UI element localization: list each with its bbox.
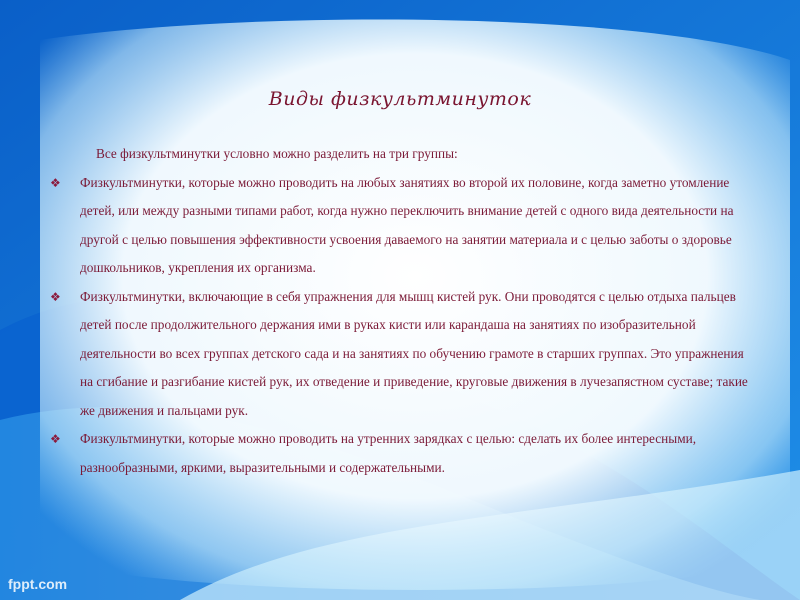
diamond-bullet-icon: ❖ [50,175,61,190]
list-item [48,425,748,482]
list-item [48,283,748,426]
bullet-text: Физкультминутки, которые можно проводить на любых занятиях во второй их половине, когда заметно утомление детей, или между разными типами работ, когда нужно переключить внимание детей с одного вида деятельности на другой с целью повышения эффективности усвоения даваемого на занятии материала и с целью заботы о здоровье дошкольников, укрепления их организма. [80,174,734,275]
list-item [48,169,748,283]
watermark-logo: fppt.com [8,576,68,592]
diamond-bullet-icon: ❖ [50,432,61,446]
intro-text: Все физкультминутки условно можно разделить на три группы: [96,146,458,161]
slide-title: Виды физкультминуток [268,88,532,110]
slide-body [48,140,748,482]
bullet-text: Физкультминутки, которые можно проводить на утренних зарядках с целью: сделать их более интересными, разнообразными, яркими, выразительными и содержательными. [80,431,697,475]
diamond-bullet-icon: ❖ [50,289,61,304]
bullet-text: Физкультминутки, включающие в себя упражнения для мышц кистей рук. Они проводятся с целью отдыха пальцев детей после продолжительного держания ими в руках кисти или карандаша на занятиях по изобразительной деятельности во всех группах детского сада и на занятиях по обучению грамоте в старших группах. Это упражнения на сгибание и разгибание кистей рук, их отведение и приведение, круговые движения в лучезапястном суставе; такие же движения и пальцами рук. [80,288,748,418]
